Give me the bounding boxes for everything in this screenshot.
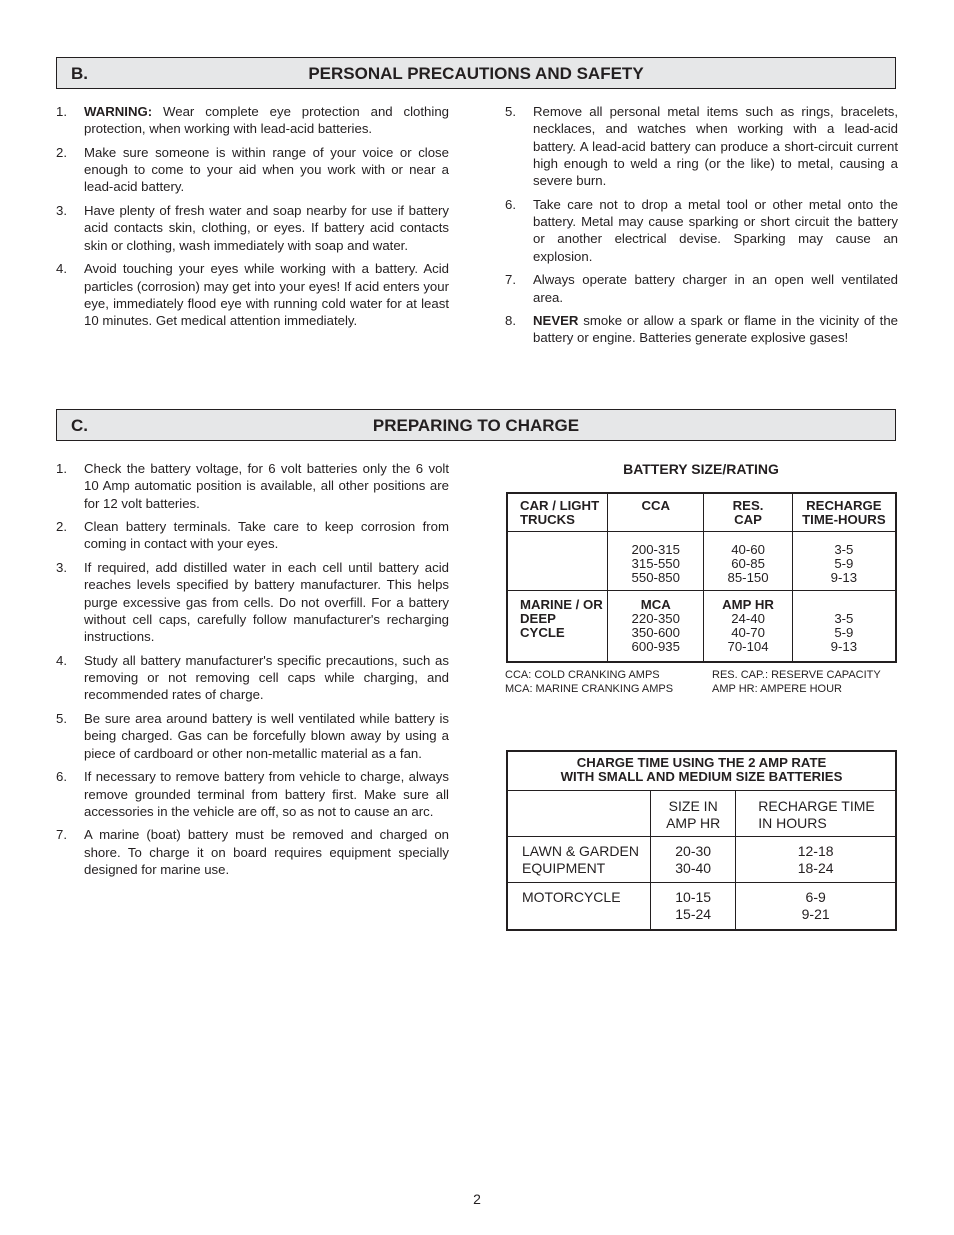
marine-time-cell: 3-5 5-9 9-13 [792,590,896,662]
lawn-time-cell: 12-18 18-24 [736,836,896,882]
item-number: 7. [56,827,67,843]
list-item [56,202,449,254]
list-item [505,312,898,347]
item-text: Avoid touching your eyes while working with a battery. Acid particles (corrosion) may get into your eyes! If acid enters your eye, immediately flood eye with running cold water for at least 10 minutes. Get medical attention immediately. [84,261,449,329]
item-text: Clean battery terminals. Take care to keep corrosion from coming in contact with your eyes. [84,519,449,552]
section-b-left-list [56,103,449,336]
item-text: If necessary to remove battery from vehicle to charge, always remove grounded terminal from battery first. Make sure all accessories in the vehicle are off, so as not to cause an arc. [84,769,449,819]
car-cca-cell: 200-315 315-550 550-850 [608,531,704,590]
table-row [507,790,896,836]
section-c-title: PREPARING TO CHARGE [372,416,580,435]
item-number: 4. [56,652,67,668]
footnote-cca-mca: CCA: COLD CRANKING AMPS MCA: MARINE CRANKING AMPS [505,669,674,695]
item-number: 4. [56,261,67,277]
item-text: Be sure area around battery is well ventilated while battery is being charged. Gas can be forcefully blown away by using a piece of cardboard or other non-metallic material as a fan. [84,711,449,761]
item-number: 2. [56,519,67,535]
list-item [505,271,898,306]
item-text: Have plenty of fresh water and soap nearby for use if battery acid contacts skin, clothing, or eyes. If battery acid contacts skin or clothing, wash immediately with soap and water. [84,203,449,253]
list-item [56,826,449,878]
item-text: Check the battery voltage, for 6 volt batteries only the 6 volt 10 Amp automatic position is available, all other positions are for 12 volt batteries. [84,461,449,511]
item-number: 6. [505,196,516,212]
table-row [507,590,896,662]
charge-time-table [506,750,897,931]
item-text: NEVER smoke or allow a spark or flame in the vicinity of the battery or engine. Batteries generate explosive gases! [533,313,898,346]
table-cell [507,531,608,590]
item-number: 1. [56,104,67,119]
item-number: 7. [505,272,516,288]
item-text: Take care not to drop a metal tool or other metal onto the battery. Metal may cause sparking or short circuit the battery or another electrical devise. Sparking may cause an explosion. [533,196,898,264]
table-row [507,836,896,882]
item-text: WARNING: Wear complete eye protection and clothing protection, when working with lead-acid batteries. [84,104,449,137]
item-text: Study all battery manufacturer's specific precautions, such as removing or not removing cell caps while charging, and recommended rates of charge. [84,652,449,703]
item-number: 3. [56,203,67,219]
item-text: Make sure someone is within range of your voice or close enough to come to your aid when you work with or near a lead-acid battery. [84,144,449,195]
table-row [507,493,896,531]
footnote-res-amphr: RES. CAP.: RESERVE CAPACITY AMP HR: AMPERE HOUR [712,669,881,695]
list-item [56,768,449,820]
item-number: 5. [505,104,516,119]
row-label-motorcycle: MOTORCYCLE [507,882,651,930]
list-item [56,652,449,704]
list-item [505,196,898,265]
row-label-lawn-garden: LAWN & GARDEN EQUIPMENT [507,836,651,882]
section-c-header [56,409,896,441]
battery-table-caption: BATTERY SIZE/RATING [623,461,779,477]
table-row [507,751,896,790]
list-item [56,260,449,329]
marine-amphr-cell: AMP HR 24-40 40-70 70-104 [704,590,792,662]
item-number: 3. [56,560,67,576]
marine-mca-cell: MCA 220-350 350-600 600-935 [608,590,704,662]
list-item [56,559,449,645]
table-row [507,882,896,930]
motorcycle-size-cell: 10-15 15-24 [651,882,736,930]
item-text: A marine (boat) battery must be removed and charged on shore. To charge it on board requires equipment specially designed for marine use. [84,827,449,878]
header-size-amphr: SIZE IN AMP HR [651,790,736,836]
item-text: Always operate battery charger in an open well ventilated area. [533,272,898,305]
header-res-cap: RES. CAP [704,493,792,531]
header-car-light-trucks: CAR / LIGHT TRUCKS [507,493,608,531]
motorcycle-time-cell: 6-9 9-21 [736,882,896,930]
list-item [56,518,449,553]
section-b-right-list [505,103,898,353]
list-item [505,103,898,189]
header-recharge-hours: RECHARGE TIME IN HOURS [736,790,896,836]
table-row [507,531,896,590]
item-text: If required, add distilled water in each cell until battery acid reaches levels specified by battery manufacturer. This helps purge excessive gas from cells. Do not overfill. For a battery without cell caps, carefully follow manufacturer's recharging instructions. [84,560,449,645]
car-res-cell: 40-60 60-85 85-150 [704,531,792,590]
item-text: Remove all personal metal items such as rings, bracelets, necklaces, and watches when working with a lead-acid battery. A lead-acid battery can produce a short-circuit current high enough to weld a ring (or the like) to metal, causing a severe burn. [533,104,898,189]
marine-deep-cycle-label: MARINE / OR DEEP CYCLE [507,590,608,662]
item-number: 8. [505,313,516,329]
item-number: 1. [56,461,67,476]
charge-table-title: CHARGE TIME USING THE 2 AMP RATE WITH SMALL AND MEDIUM SIZE BATTERIES [507,751,896,790]
item-number: 2. [56,144,67,160]
car-time-cell: 3-5 5-9 9-13 [792,531,896,590]
header-cca: CCA [608,493,704,531]
section-c-letter: C. [71,416,88,435]
list-item [56,103,449,138]
lawn-size-cell: 20-30 30-40 [651,836,736,882]
item-number: 5. [56,711,67,727]
section-b-letter: B. [71,64,88,83]
header-recharge-time: RECHARGE TIME-HOURS [792,493,896,531]
list-item [56,460,449,512]
section-c-list [56,460,449,885]
table-cell [507,790,651,836]
battery-size-table [506,492,897,663]
item-number: 6. [56,769,67,785]
section-b-header [56,57,896,89]
section-b-title: PERSONAL PRECAUTIONS AND SAFETY [308,64,644,83]
list-item [56,144,449,196]
page-number: 2 [473,1191,481,1207]
list-item [56,710,449,762]
